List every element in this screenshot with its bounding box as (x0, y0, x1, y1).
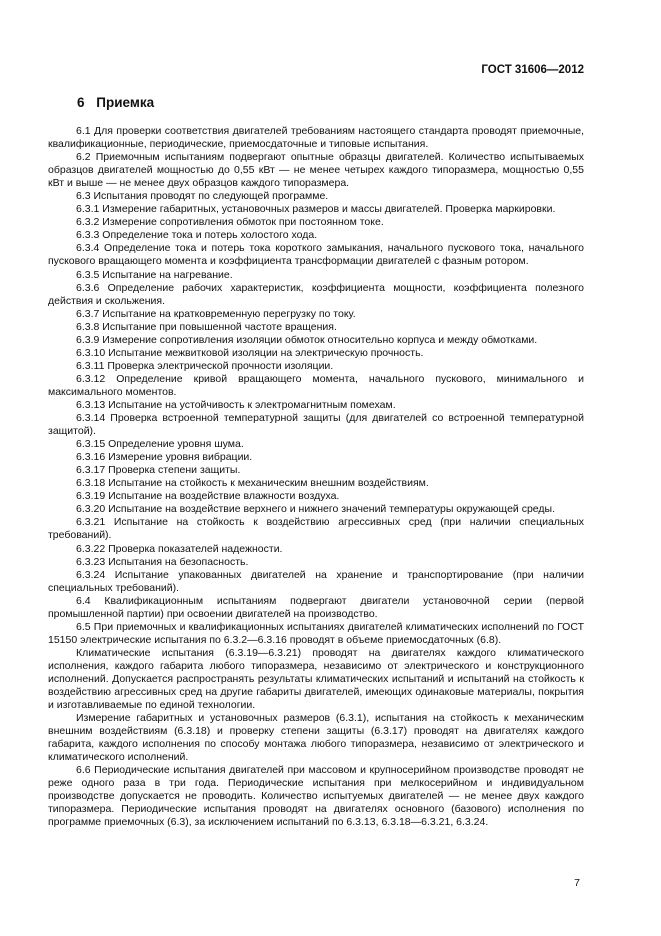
paragraph: 6.3.11 Проверка электрической прочности изоляции. (76, 359, 334, 372)
section-number: 6 (77, 95, 85, 110)
body-text (48, 125, 584, 830)
paragraph: 6.3.18 Испытание на стойкость к механическим внешним воздействиям. (76, 477, 429, 490)
paragraph: 6.3.6 Определение рабочих характеристик, коэффициента мощности, коэффициента полезного действия и скольжения. (48, 281, 584, 307)
paragraph: 6.6 Периодические испытания двигателей при массовом и крупносерийном производстве проводят не реже одного раза в три года. Периодические испытания при мелкосерийном и индивидуальном производстве допускается не проводить. Количество испытуемых двигателей — не менее двух каждого типоразмера. Периодические испытания проводят на двигателях основного (базового) исполнения по программе приемочных (6.3), за исключением испытаний по 6.3.13, 6.3.18—6.3.21, 6.3.24. (48, 764, 584, 829)
paragraph: 6.5 При приемочных и квалификационных испытаниях двигателей климатических исполнений по ГОСТ 15150 электрические испытания по 6.3.2—6.3.16 проводят в объеме приемосдаточных (6.8). (48, 620, 584, 646)
page-number: 7 (574, 877, 580, 889)
paragraph: 6.2 Приемочным испытаниям подвергают опытные образцы двигателей. Количество испытываемых образцов двигателей мощностью до 0,55 кВт — не менее четырех каждого типоразмера, мощностью 0,55 кВт и выше — не менее двух образцов каждого типоразмера. (48, 151, 584, 190)
paragraph: 6.3.12 Определение кривой вращающего момента, начального пускового, минимального и максимального моментов. (48, 372, 584, 398)
paragraph: 6.3.15 Определение уровня шума. (76, 438, 244, 451)
paragraph: 6.3.24 Испытание упакованных двигателей на хранение и транспортирование (при наличии специальных требований). (48, 568, 584, 594)
paragraph: 6.3.7 Испытание на кратковременную перегрузку по току. (76, 307, 356, 320)
paragraph: 6.3 Испытания проводят по следующей программе. (76, 190, 329, 203)
paragraph: 6.3.10 Испытание межвитковой изоляции на электрическую прочность. (76, 346, 424, 359)
paragraph: 6.3.2 Измерение сопротивления обмоток при постоянном токе. (76, 216, 384, 229)
paragraph: 6.3.1 Измерение габаритных, установочных размеров и массы двигателей. Проверка маркировки. (76, 203, 556, 216)
paragraph: 6.3.8 Испытание при повышенной частоте вращения. (76, 320, 337, 333)
paragraph: 6.3.22 Проверка показателей надежности. (76, 542, 283, 555)
section-title (77, 95, 154, 110)
paragraph: 6.3.17 Проверка степени защиты. (76, 464, 241, 477)
paragraph: 6.3.19 Испытание на воздействие влажности воздуха. (76, 490, 340, 503)
paragraph: 6.3.9 Измерение сопротивления изоляции обмоток относительно корпуса и между обмотками. (76, 333, 538, 346)
paragraph: 6.3.5 Испытание на нагревание. (76, 268, 233, 281)
paragraph: Климатические испытания (6.3.19—6.3.21) проводят на двигателях каждого климатического исполнения, каждого габарита любого типоразмера, независимо от электрического и конструкционного исполнений. Допускается распространять результаты климатических испытаний и испытаний на стойкость к воздействию агрессивных сред на другие габариты двигателей, имеющих одинаковые материалы, покрытия и изготавливаемые по единой технологии. (48, 646, 584, 712)
paragraph: 6.3.23 Испытания на безопасность. (76, 555, 249, 568)
paragraph: Измерение габаритных и установочных размеров (6.3.1), испытания на стойкость к механическим внешним воздействиям (6.3.18) и проверку степени защиты (6.3.17) проводят на двигателях каждого габарита, каждого исполнения по способу монтажа любого типоразмера, независимо от электрического и климатического исполнений. (48, 712, 584, 764)
paragraph: 6.3.4 Определение тока и потерь тока короткого замыкания, начального пускового тока, начального пускового вращающего момента и коэффициента трансформации двигателей с фазным ротором. (48, 242, 584, 268)
paragraph: 6.1 Для проверки соответствия двигателей требованиям настоящего стандарта проводят приемочные, квалификационные, периодические, приемосдаточные и типовые испытания. (48, 125, 584, 151)
paragraph: 6.3.16 Измерение уровня вибрации. (76, 451, 253, 464)
document-header: ГОСТ 31606—2012 (481, 64, 584, 76)
paragraph: 6.3.14 Проверка встроенной температурной защиты (для двигателей со встроенной температурной защитой). (48, 412, 584, 438)
paragraph: 6.3.20 Испытание на воздействие верхнего и нижнего значений температуры окружающей среды. (76, 503, 555, 516)
paragraph: 6.3.13 Испытание на устойчивость к электромагнитным помехам. (76, 398, 396, 411)
paragraph: 6.3.3 Определение тока и потерь холостого хода. (76, 229, 318, 242)
section-title-text: Приемка (96, 95, 155, 110)
paragraph: 6.3.21 Испытание на стойкость к воздействию агрессивных сред (при наличии специальных требований). (48, 516, 584, 542)
paragraph: 6.4 Квалификационным испытаниям подвергают двигатели установочной серии (первой промышленной партии) при освоении двигателей на производство. (48, 594, 584, 620)
